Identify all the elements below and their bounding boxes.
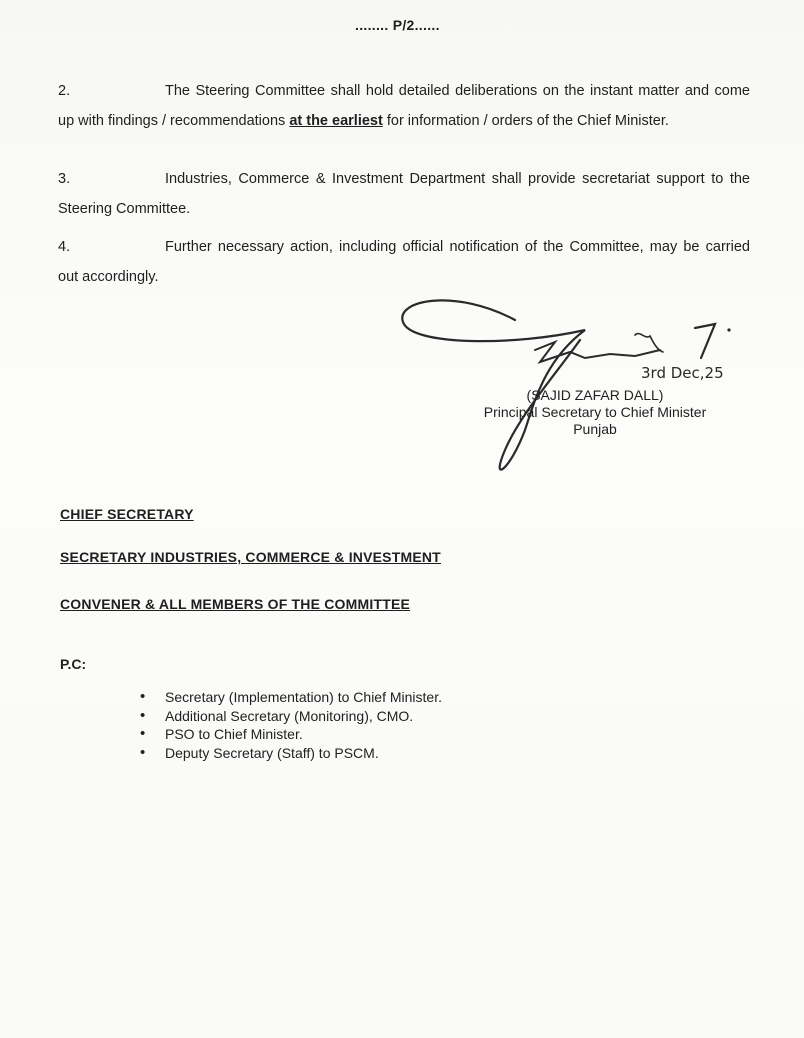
distribution-chief-secretary: CHIEF SECRETARY — [60, 506, 194, 522]
list-item: • PSO to Chief Minister. — [140, 725, 442, 744]
signature-block — [455, 387, 735, 438]
list-item: • Additional Secretary (Monitoring), CMO. — [140, 707, 442, 726]
page-reference: ........ P/2...... — [355, 17, 440, 33]
paragraph-emphasis: at the earliest — [289, 113, 383, 129]
handwritten-signature — [395, 280, 745, 490]
distribution-committee: CONVENER & ALL MEMBERS OF THE COMMITTEE — [60, 596, 411, 612]
paragraph-number: 2. — [58, 83, 71, 99]
paragraph-text: Industries, Commerce & Investment Department shall provide secretariat support to the Steering Committee. — [58, 171, 750, 217]
pc-label: P.C: — [60, 656, 87, 672]
list-item: • Secretary (Implementation) to Chief Minister. — [140, 688, 442, 707]
paragraph-2 — [58, 76, 750, 136]
paragraph-number: 4. — [58, 239, 71, 255]
paragraph-number: 3. — [58, 171, 71, 187]
paragraph-3 — [58, 164, 750, 224]
signatory-designation: Principal Secretary to Chief Minister — [483, 404, 707, 420]
paragraph-text-continued: for information / orders of the Chief Minister. — [382, 113, 669, 129]
paragraph-text: The Steering Committee shall hold detailed deliberations on the instant matter and come up with findings / recommendations — [58, 83, 750, 129]
list-item: • Deputy Secretary (Staff) to PSCM. — [140, 744, 442, 763]
signature-date: 3rd Dec,25 — [641, 364, 724, 382]
paragraph-text: Further necessary action, including official notification of the Committee, may be carried out accordingly. — [58, 239, 750, 285]
pc-list — [140, 688, 442, 762]
distribution-secretary-industries: SECRETARY INDUSTRIES, COMMERCE & INVESTMENT — [60, 549, 441, 565]
signatory-location: Punjab — [573, 421, 617, 437]
signatory-name: (SAJID ZAFAR DALL) — [526, 387, 664, 403]
